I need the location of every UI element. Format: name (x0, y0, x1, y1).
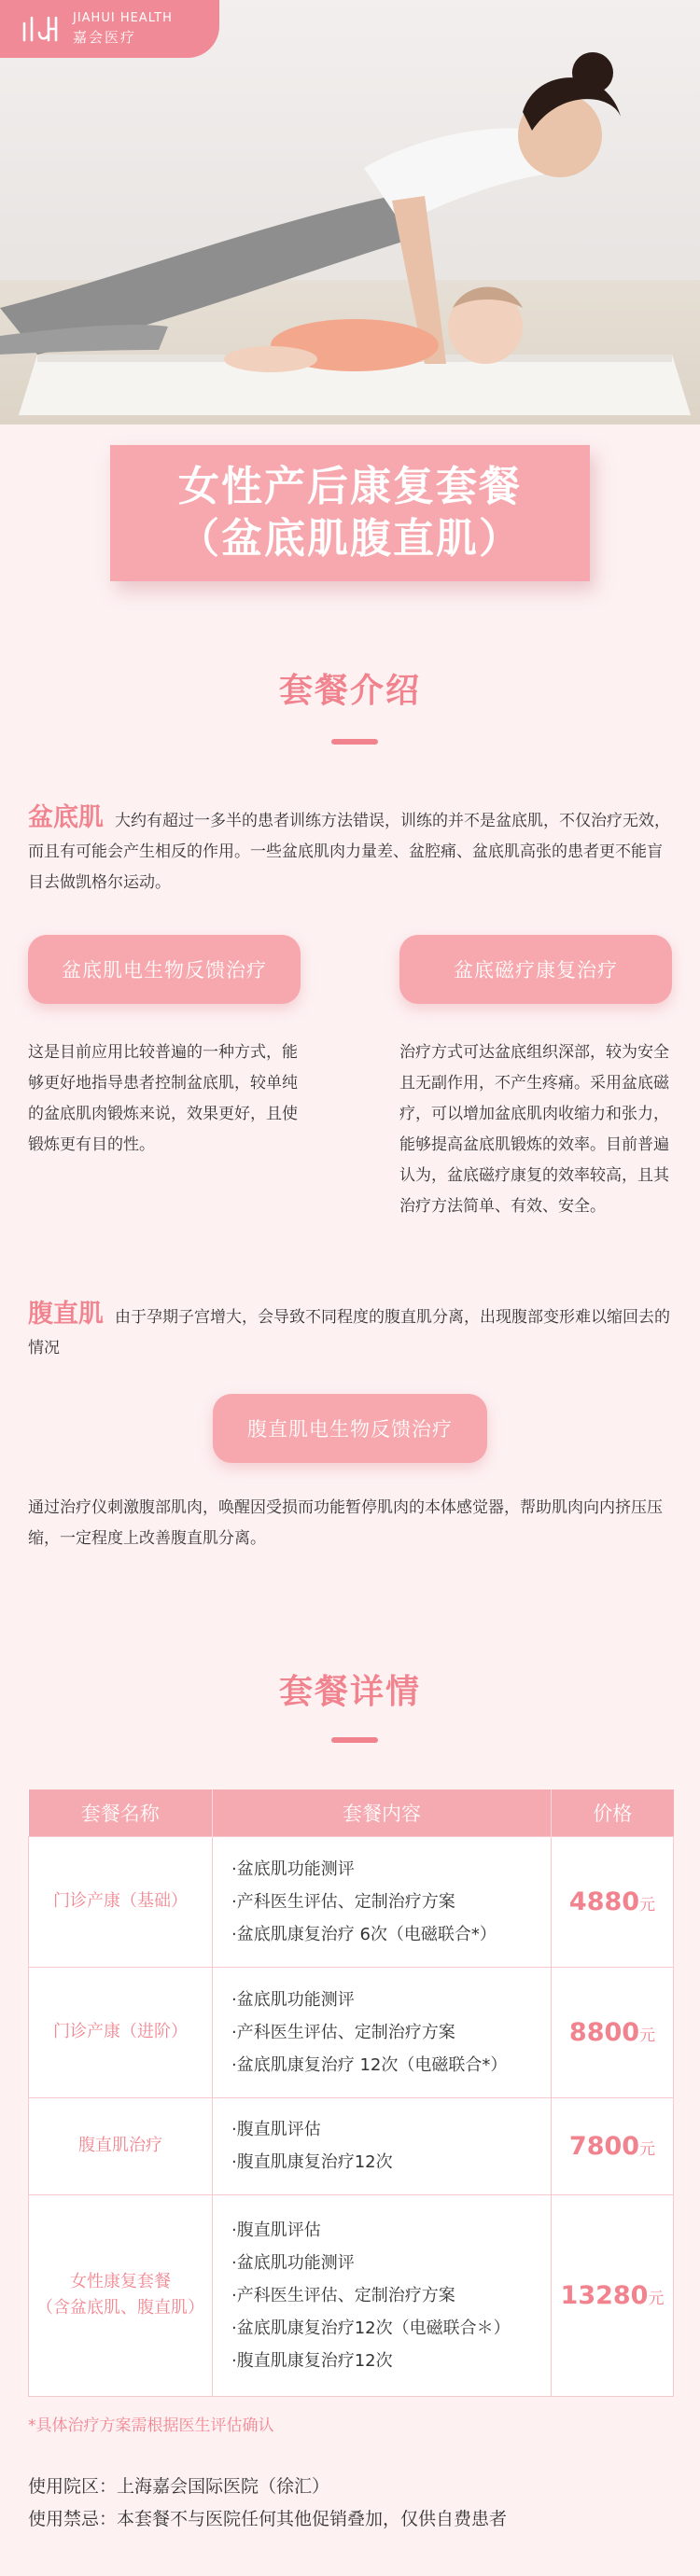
col-name-header: 套餐名称 (29, 1789, 213, 1836)
intro-heading: 套餐介绍 (278, 672, 421, 710)
package-content (213, 1967, 552, 2097)
table-row (29, 2194, 674, 2396)
package-item: ·腹直肌评估 (231, 2220, 321, 2240)
package-name: 女性康复套餐 （含盆底肌、腹直肌） (29, 2194, 213, 2396)
pelvic-magnetic-text: 治疗方式可达盆底组织深部，较为安全且无副作用，不产生疼痛。采用盆底磁疗，可以增加盆底肌肉收缩力和张力，能够提高盆底肌锻炼的效率。目前普遍认为，盆底磁疗康复的效率较高，且其治疗方法简单、有效、安全。 (399, 1043, 669, 1216)
package-item: ·产科医生评估、定制治疗方案 (231, 2285, 455, 2305)
table-row (29, 1836, 674, 1967)
package-item: ·盆底肌康复治疗12次（电磁联合＊） (231, 2318, 511, 2338)
abdominal-label: 腹直肌 (28, 1300, 104, 1329)
package-content (213, 1836, 552, 1967)
mother-baby-illustration (0, 0, 700, 425)
pelvic-biofeedback-pill: 盆底肌电生物反馈治疗 (28, 935, 301, 1004)
details-heading: 套餐详情 (278, 1673, 421, 1711)
package-content (213, 2097, 552, 2194)
package-item: ·盆底肌功能测评 (231, 2252, 355, 2273)
intro-heading-bar (331, 739, 378, 745)
package-item: ·产科医生评估、定制治疗方案 (231, 1891, 455, 1912)
package-name: 腹直肌治疗 (29, 2097, 213, 2194)
package-price: 8800元 (552, 1967, 674, 2097)
table-header-row (29, 1789, 674, 1836)
brand-en: JIAHUI HEALTH (73, 11, 173, 25)
col-content-header: 套餐内容 (213, 1789, 552, 1836)
pelvic-magnetic-pill: 盆底磁疗康复治疗 (399, 935, 672, 1004)
footnote: *具体治疗方案需根据医生评估确认 (28, 2416, 274, 2435)
package-content (213, 2194, 552, 2396)
package-price: 7800元 (552, 2097, 674, 2194)
title-line-2: （盆底肌腹直肌） (178, 515, 522, 563)
package-title-card (110, 445, 590, 581)
abdominal-biofeedback-text: 通过治疗仪刺激腹部肌肉，唤醒因受损而功能暂停肌肉的本体感觉器，帮助肌肉向内挤压压缩，一定程度上改善腹直肌分离。 (28, 1498, 663, 1548)
pelvic-biofeedback-text: 这是目前应用比较普遍的一种方式，能够更好地指导患者控制盆底肌，较单纯的盆底肌肉锻炼来说，效果更好，且使锻炼更有目的性。 (28, 1043, 298, 1154)
abdominal-intro (28, 1299, 674, 1364)
package-item: ·腹直肌康复治疗12次 (231, 2152, 393, 2172)
package-item: ·盆底肌康复治疗 12次（电磁联合*） (231, 2054, 508, 2075)
table-row (29, 1967, 674, 2097)
pelvic-text: 大约有超过一多半的患者训练方法错误，训练的并不是盆底肌，不仅治疗无效，而且有可能会产生相反的作用。一些盆底肌肉力量差、盆腔痛、盆底肌高张的患者更不能盲目去做凯格尔运动。 (28, 812, 670, 892)
hero-image (0, 0, 700, 425)
package-price: 13280元 (552, 2194, 674, 2396)
package-item: ·产科医生评估、定制治疗方案 (231, 2022, 455, 2042)
package-item: ·盆底肌康复治疗 6次（电磁联合*） (231, 1924, 497, 1944)
package-price: 4880元 (552, 1836, 674, 1967)
abdominal-text: 由于孕期子宫增大，会导致不同程度的腹直肌分离，出现腹部变形难以缩回去的情况 (28, 1308, 670, 1358)
package-name: 门诊产康（进阶） (29, 1967, 213, 2097)
package-table (28, 1789, 674, 2397)
package-item: ·腹直肌评估 (231, 2120, 321, 2139)
package-name: 门诊产康（基础） (29, 1836, 213, 1967)
pelvic-intro (28, 802, 674, 898)
abdominal-biofeedback-pill: 腹直肌电生物反馈治疗 (213, 1394, 487, 1463)
brand-mark-icon (21, 12, 63, 46)
details-heading-bar (331, 1737, 378, 1743)
usage-restriction: 使用禁忌：本套餐不与医院任何其他促销叠加，仅供自费患者 (28, 2509, 508, 2529)
col-price-header: 价格 (552, 1789, 674, 1836)
brand-cn: 嘉会医疗 (73, 29, 137, 46)
package-item: ·盆底肌功能测评 (231, 1989, 355, 2010)
title-line-1: 女性产后康复套餐 (178, 463, 522, 510)
package-item: ·腹直肌康复治疗12次 (231, 2350, 393, 2371)
pelvic-label: 盆底肌 (28, 803, 104, 832)
brand-logo (0, 0, 219, 58)
hospital-info: 使用院区：上海嘉会国际医院（徐汇） (28, 2476, 330, 2497)
package-item: ·盆底肌功能测评 (231, 1859, 355, 1879)
table-row (29, 2097, 674, 2194)
